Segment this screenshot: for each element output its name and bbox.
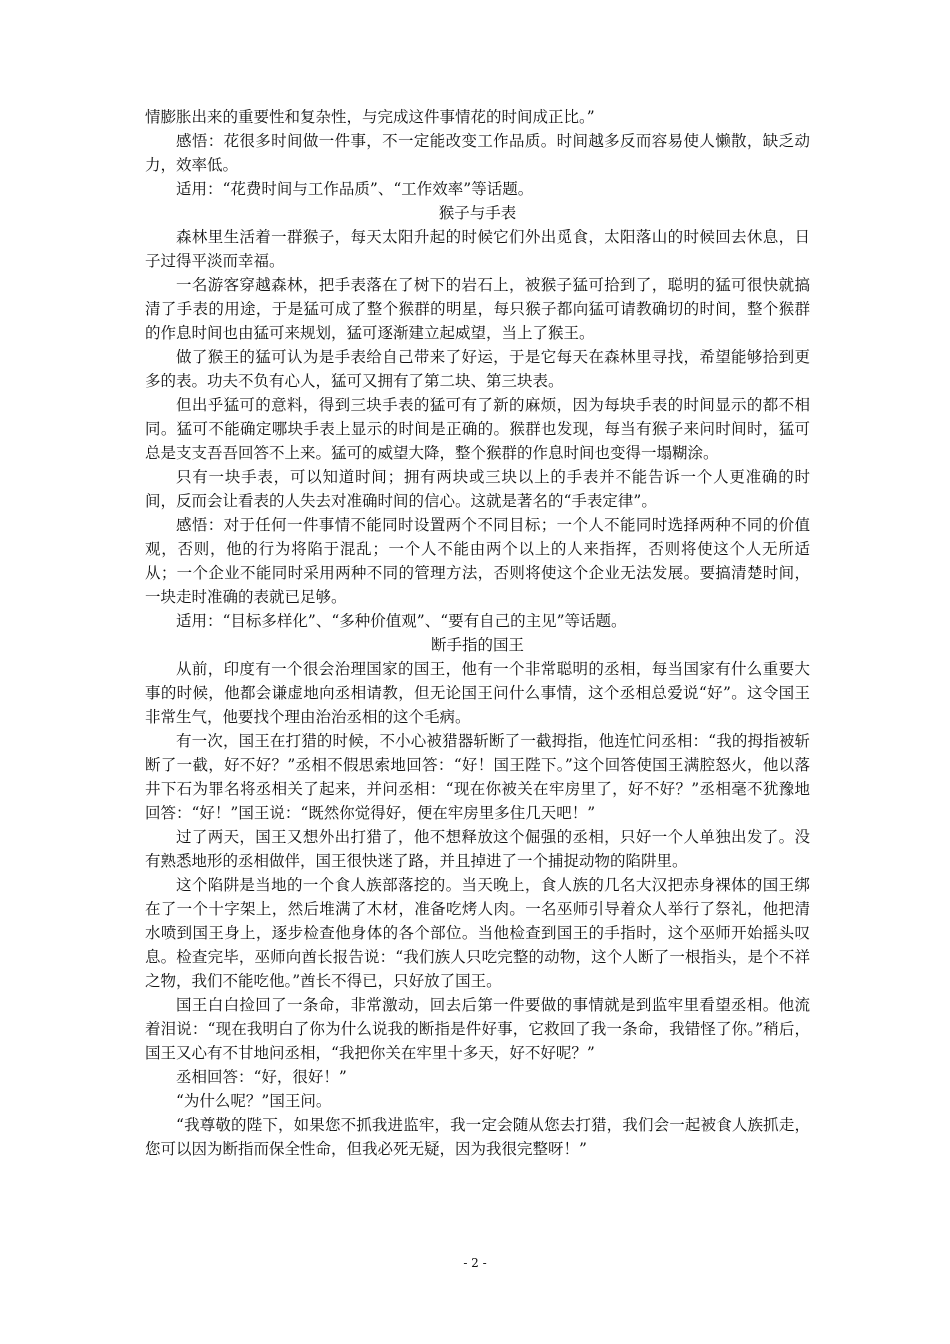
story1-paragraph: 只有一块手表，可以知道时间；拥有两块或三块以上的手表并不能告诉一个人更准确的时间，反而会让看表的人失去对准确时间的信心。这就是著名的“手表定律”。 bbox=[145, 468, 810, 510]
story2-paragraph: 从前，印度有一个很会治理国家的国王，他有一个非常聪明的丞相，每当国家有什么重要大事的时候，他都会谦虚地向丞相请教，但无论国王问什么事情，这个丞相总爱说“好”。这令国王非常生气，他要找个理由治治丞相的这个毛病。 bbox=[145, 660, 810, 726]
story1-paragraph: 做了猴王的猛可认为是手表给自己带来了好运，于是它每天在森林里寻找，希望能够拾到更多的表。功夫不负有心人，猛可又拥有了第二块、第三块表。 bbox=[145, 348, 810, 390]
story2-paragraph: 这个陷阱是当地的一个食人族部落挖的。当天晚上，食人族的几名大汉把赤身裸体的国王绑在了一个十字架上，然后堆满了木材，准备吃烤人肉。一名巫师引导着众人举行了祭礼，他把清水喷到国王身上，逐步检查他身体的各个部位。当他检查到国王的手指时，这个巫师开始摇头叹息。检查完毕，巫师向酋长报告说：“我们族人只吃完整的动物，这个人断了一根指头，是个不祥之物，我们不能吃他。”酋长不得已，只好放了国王。 bbox=[145, 876, 810, 990]
story2-paragraph: 丞相回答：“好，很好！” bbox=[176, 1068, 347, 1086]
story2-paragraph: 有一次，国王在打猎的时候，不小心被猎器斩断了一截拇指，他连忙问丞相：“我的拇指被斩断了一截，好不好？”丞相不假思索地回答：“好！国王陛下。”这个回答使国王满腔怒火，他以落井下石为罪名将丞相关了起来，并问丞相：“现在你被关在牢房里了，好不好？”丞相毫不犹豫地回答：“好！”国王说：“既然你觉得好，便在牢房里多住几天吧！” bbox=[145, 732, 810, 822]
intro-insight: 感悟：花很多时间做一件事，不一定能改变工作品质。时间越多反而容易使人懒散，缺乏动力，效率低。 bbox=[145, 132, 810, 174]
story1-paragraph: 但出乎猛可的意料，得到三块手表的猛可有了新的麻烦，因为每块手表的时间显示的都不相同。猛可不能确定哪块手表上显示的时间是正确的。猴群也发现，每当有猴子来问时间时，猛可总是支支吾吾回答不上来。猛可的威望大降，整个猴群的作息时间也变得一塌糊涂。 bbox=[145, 396, 810, 462]
story1-title: 猴子与手表 bbox=[438, 204, 517, 222]
story2-paragraph: 过了两天，国王又想外出打猎了，他不想释放这个倔强的丞相，只好一个人单独出发了。没有熟悉地形的丞相做伴，国王很快迷了路，并且掉进了一个捕捉动物的陷阱里。 bbox=[145, 828, 810, 870]
intro-applicable: 适用：“花费时间与工作品质”、“工作效率”等话题。 bbox=[176, 180, 534, 198]
story2-paragraph: “为什么呢？”国王问。 bbox=[176, 1092, 332, 1110]
story1-insight: 感悟：对于任何一件事情不能同时设置两个不同目标；一个人不能同时选择两种不同的价值观，否则，他的行为将陷于混乱；一个人不能由两个以上的人来指挥，否则将使这个人无所适从；一个企业不能同时采用两种不同的管理方法，否则将使这个企业无法发展。要搞清楚时间，一块走时准确的表就已足够。 bbox=[145, 516, 810, 606]
story2-title: 断手指的国王 bbox=[430, 636, 524, 654]
document-body bbox=[145, 105, 810, 1161]
story1-paragraph: 一名游客穿越森林，把手表落在了树下的岩石上，被猴子猛可拾到了，聪明的猛可很快就搞清了手表的用途，于是猛可成了整个猴群的明星，每只猴子都向猛可请教确切的时间，整个猴群的作息时间也由猛可来规划，猛可逐渐建立起威望，当上了猴王。 bbox=[145, 276, 810, 342]
story2-paragraph: “我尊敬的陛下，如果您不抓我进监牢，我一定会随从您去打猎，我们会一起被食人族抓走，您可以因为断指而保全性命，但我必死无疑，因为我很完整呀！” bbox=[145, 1116, 810, 1158]
page-number: - 2 - bbox=[463, 1256, 487, 1270]
story1-paragraph: 森林里生活着一群猴子，每天太阳升起的时候它们外出觅食，太阳落山的时候回去休息，日子过得平淡而幸福。 bbox=[145, 228, 810, 270]
story2-paragraph: 国王白白捡回了一条命，非常激动，回去后第一件要做的事情就是到监牢里看望丞相。他流着泪说：“现在我明白了你为什么说我的断指是件好事，它救回了我一条命，我错怪了你。”稍后，国王又心有不甘地问丞相，“我把你关在牢里十多天，好不好呢？” bbox=[145, 996, 810, 1062]
story1-applicable: 适用：“目标多样化”、“多种价值观”、“要有自己的主见”等话题。 bbox=[176, 612, 627, 630]
intro-continuation: 情膨胀出来的重要性和复杂性，与完成这件事情花的时间成正比。” bbox=[145, 108, 595, 126]
